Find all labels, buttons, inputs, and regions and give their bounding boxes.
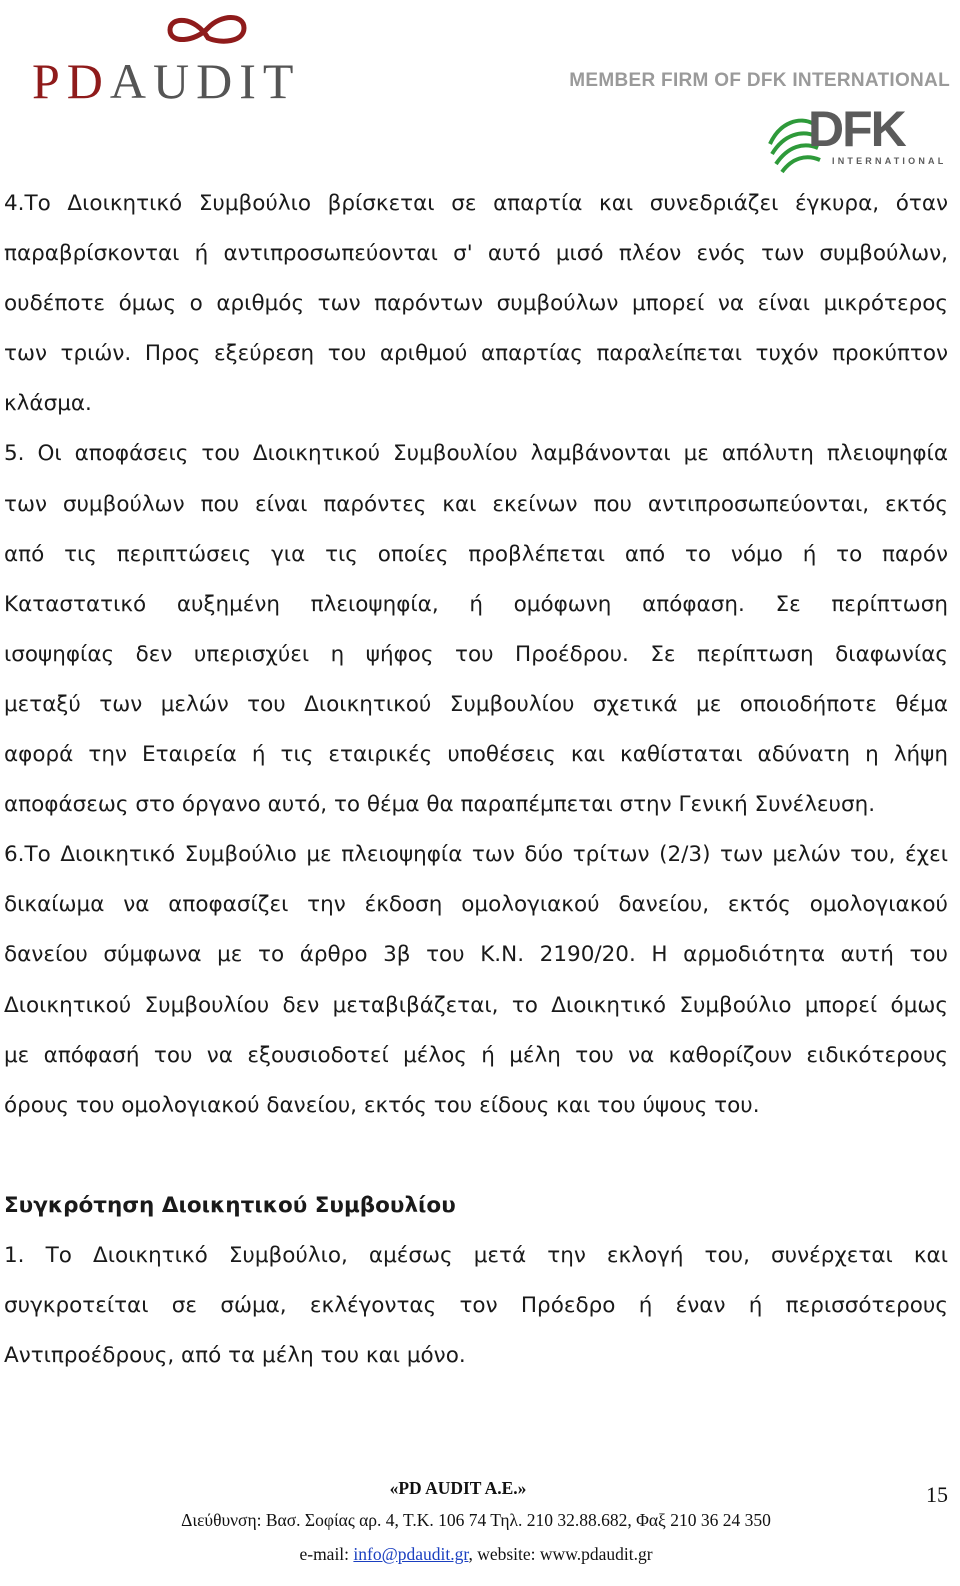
section-paragraph-1: [4, 1231, 948, 1381]
page-header: [0, 0, 960, 180]
section-heading: Συγκρότηση Διοικητικού Συμβουλίου: [4, 1192, 456, 1218]
pd-audit-wordmark: PDAUDIT: [32, 53, 301, 109]
website-text: www.pdaudit.gr: [539, 1544, 653, 1564]
member-firm-line: MEMBER FIRM OF DFK INTERNATIONAL: [569, 70, 950, 91]
text-line: μεταξύ των μελών του Διοικητικού Συμβουλίου σχετικά με οποιοδήποτε θέμα: [4, 691, 948, 717]
text-line: αφορά την Εταιρεία ή τις εταιρικές υποθέσεις και καθίσταται αδύνατη η λήψη: [4, 742, 948, 768]
text-line: 1. Το Διοικητικό Συμβούλιο, αμέσως μετά την εκλογή του, συνέρχεται και: [4, 1242, 948, 1268]
footer-address: Διεύθυνση: Βασ. Σοφίας αρ. 4, Τ.Κ. 106 74 Τηλ. 210 32.88.682, Φαξ 210 36 24 350: [181, 1510, 771, 1530]
footer-company: «PD AUDIT A.E.»: [389, 1478, 527, 1498]
text-line: 4.Το Διοικητικό Συμβούλιο βρίσκεται σε απαρτία και συνεδριάζει έγκυρα, όταν: [4, 191, 948, 216]
text-line: των συμβούλων που είναι παρόντες και εκείνων που αντιπροσωπεύονται, εκτός: [4, 491, 948, 517]
text-line: 6.Το Διοικητικό Συμβούλιο με πλειοψηφία των δύο τρίτων (2/3) των μελών του, έχει: [4, 842, 948, 868]
text-line: ισοψηφίας δεν υπερισχύει η ψήφος του Προέδρου. Σε περίπτωση διαφωνίας: [4, 641, 948, 667]
email-label: e-mail:: [299, 1544, 354, 1564]
text-line: όρους του ομολογιακού δανείου, εκτός του είδους και του ύψους του.: [4, 1092, 760, 1118]
page-number: 15: [926, 1482, 948, 1507]
website-label: , website:: [468, 1544, 540, 1564]
text-line: αποφάσεως στο όργανο αυτό, το θέμα θα παραπέμπεται στην Γενική Συνέλευση.: [4, 792, 876, 818]
text-line: 5. Οι αποφάσεις του Διοικητικού Συμβουλίου λαμβάνονται με απόλυτη πλειοψηφία: [4, 441, 948, 467]
text-line: συγκροτείται σε σώμα, εκλέγοντας τον Πρόεδρο ή έναν ή περισσότερους: [4, 1293, 948, 1319]
dfk-subtitle: INTERNATIONAL: [832, 156, 947, 166]
text-line: ουδέποτε όμως ο αριθμός των παρόντων συμβούλων μπορεί να είναι μικρότερος: [4, 291, 948, 317]
text-line: δικαίωμα να αποφασίζει την έκδοση ομολογιακού δανείου, εκτός ομολογιακού: [4, 892, 948, 918]
paragraph-4: [4, 179, 948, 429]
paragraph-gap: [4, 1131, 948, 1181]
text-line: Καταστατικό αυξημένη πλειοψηφία, ή ομόφωνη απόφαση. Σε περίπτωση: [4, 591, 948, 617]
email-link[interactable]: info@pdaudit.gr: [353, 1544, 469, 1564]
document-body: [4, 179, 948, 1381]
page-footer: [0, 1470, 960, 1586]
text-line: των τριών. Προς εξεύρεση του αριθμού απαρτίας παραλείπεται τυχόν προκύπτον: [4, 341, 948, 367]
text-line: με απόφασή του να εξουσιοδοτεί μέλος ή μέλη του να καθορίζουν ειδικότερους: [4, 1042, 948, 1068]
text-line: Διοικητικού Συμβουλίου δεν μεταβιβάζεται, το Διοικητικό Συμβούλιο μπορεί όμως: [4, 992, 948, 1018]
text-line: παραβρίσκονται ή αντιπροσωπεύονται σ' αυτό μισό πλέον ενός των συμβούλων,: [4, 241, 948, 267]
dfk-wordmark: DFK: [808, 101, 905, 157]
text-line: Αντιπροέδρους, από τα μέλη του και μόνο.: [4, 1343, 466, 1369]
paragraph-6: [4, 830, 948, 1131]
footer-contact: [0, 1544, 952, 1565]
text-line: κλάσμα.: [4, 391, 92, 417]
text-line: από τις περιπτώσεις για τις οποίες προβλέπεται από το νόμο ή το παρόν: [4, 541, 948, 567]
text-line: δανείου σύμφωνα με το άρθρο 3β του Κ.Ν. 2190/20. Η αρμοδιότητα αυτή του: [4, 942, 948, 968]
paragraph-5: [4, 429, 948, 830]
